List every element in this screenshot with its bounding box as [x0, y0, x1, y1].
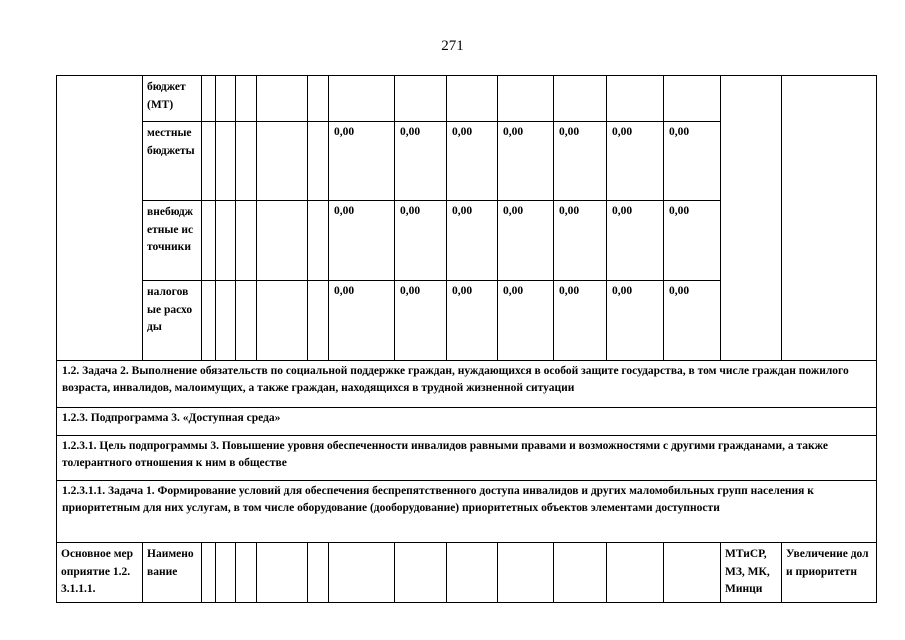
section-heading: 1.2.3. Подпрограмма 3. «Доступная среда»: [57, 408, 877, 436]
table-row: [57, 543, 877, 603]
source-label: внебюджетные источники: [143, 201, 202, 281]
value-cell: 0,00: [554, 201, 607, 281]
value-cell: 0,00: [447, 122, 498, 201]
value-cell: [664, 76, 721, 122]
value-cell: 0,00: [554, 281, 607, 361]
value-cell: 0,00: [395, 122, 447, 201]
value-cell: [607, 76, 664, 122]
value-cell: 0,00: [395, 281, 447, 361]
table-row: [57, 361, 877, 408]
section-heading: 1.2.3.1. Цель подпрограммы 3. Повышение уровня обеспеченности инвалидов равными правами и возможностями с другими гражданами, а также толерантного отношения к ним в обществе: [57, 436, 877, 481]
value-cell: 0,00: [498, 122, 554, 201]
value-cell: 0,00: [554, 122, 607, 201]
budget-table: [56, 75, 877, 603]
value-cell: 0,00: [447, 281, 498, 361]
section-heading: 1.2.3.1.1. Задача 1. Формирование условий для обеспечения беспрепятственного доступа инвалидов и других маломобильных групп населения к приоритетным для них услугам, в том числе оборудование (дооборудование) приоритетных объектов элементами доступности: [57, 481, 877, 543]
value-cell: 0,00: [447, 201, 498, 281]
source-label: налоговые расходы: [143, 281, 202, 361]
value-cell: [329, 76, 395, 122]
section-heading: 1.2. Задача 2. Выполнение обязательств по социальной поддержке граждан, нуждающихся в особой защите государства, в том числе граждан пожилого возраста, инвалидов, малоимущих, а также граждан, находящихся в трудной жизненной ситуации: [57, 361, 877, 408]
page-number: 271: [441, 38, 464, 54]
table-row: [57, 408, 877, 436]
table-row: [57, 481, 877, 543]
value-cell: 0,00: [329, 122, 395, 201]
value-cell: 0,00: [329, 281, 395, 361]
activity-cell: Основное мероприятие 1.2.3.1.1.1.: [57, 543, 143, 603]
value-cell: 0,00: [664, 201, 721, 281]
value-cell: 0,00: [607, 281, 664, 361]
value-cell: [498, 76, 554, 122]
value-cell: [554, 76, 607, 122]
value-cell: [395, 76, 447, 122]
table-row: [57, 436, 877, 481]
empty-cell: [782, 76, 877, 361]
value-cell: 0,00: [498, 281, 554, 361]
table-row: [57, 76, 877, 122]
source-label: бюджет (МТ): [143, 76, 202, 122]
value-cell: 0,00: [664, 281, 721, 361]
value-cell: 0,00: [329, 201, 395, 281]
value-cell: 0,00: [664, 122, 721, 201]
executor-cell: МТиСР, МЗ, МК, Минци: [721, 543, 782, 603]
value-cell: 0,00: [607, 201, 664, 281]
indicator-cell: Увеличение доли приоритетн: [782, 543, 877, 603]
value-cell: 0,00: [607, 122, 664, 201]
empty-cell: [721, 76, 782, 361]
name-cell: Наименование: [143, 543, 202, 603]
empty-cell: [57, 76, 143, 361]
value-cell: [447, 76, 498, 122]
value-cell: 0,00: [395, 201, 447, 281]
value-cell: 0,00: [498, 201, 554, 281]
source-label: местные бюджеты: [143, 122, 202, 201]
